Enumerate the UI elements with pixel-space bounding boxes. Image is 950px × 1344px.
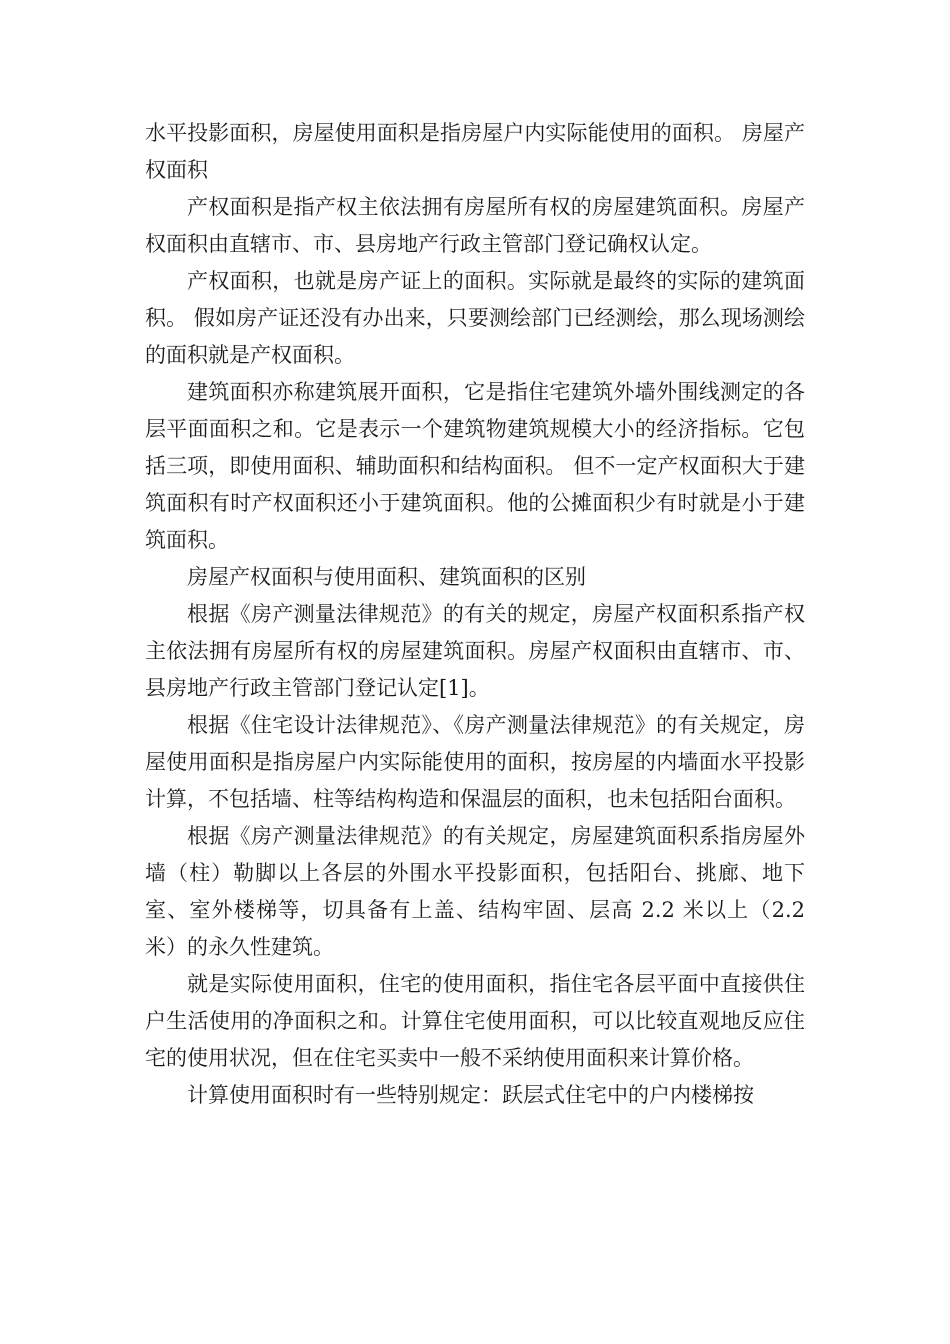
- paragraph: 就是实际使用面积，住宅的使用面积，指住宅各层平面中直接供住户生活使用的净面积之和。计算住宅使用面积，可以比较直观地反应住宅的使用状况，但在住宅买卖中一般不采纳使用面积来计算价格。: [145, 972, 805, 1070]
- paragraph: 计算使用面积时有一些特别规定：跃层式住宅中的户内楼梯按: [187, 1083, 754, 1107]
- paragraph: 产权面积是指产权主依法拥有房屋所有权的房屋建筑面积。房屋产权面积由直辖市、市、县房地产行政主管部门登记确权认定。: [145, 195, 805, 256]
- paragraph: 根据《房产测量法律规范》的有关规定，房屋建筑面积系指房屋外墙（柱）勒脚以上各层的外围水平投影面积，包括阳台、挑廊、地下室、室外楼梯等，切具备有上盖、结构牢固、层高 2.2 米以上（2.2 米）的永久性建筑。: [145, 824, 805, 959]
- paragraph: 产权面积，也就是房产证上的面积。实际就是最终的实际的建筑面积。 假如房产证还没有办出来，只要测绘部门已经测绘，那么现场测绘的面积就是产权面积。: [145, 269, 805, 367]
- paragraph: 根据《房产测量法律规范》的有关的规定，房屋产权面积系指产权主依法拥有房屋所有权的房屋建筑面积。房屋产权面积由直辖市、市、县房地产行政主管部门登记认定[1]。: [145, 602, 805, 700]
- paragraph: 根据《住宅设计法律规范》、《房产测量法律规范》的有关规定，房屋使用面积是指房屋户内实际能使用的面积，按房屋的内墙面水平投影计算，不包括墙、柱等结构构造和保温层的面积，也未包括阳台面积。: [145, 713, 805, 811]
- body-text: [145, 115, 805, 1114]
- section-heading: 房屋产权面积与使用面积、建筑面积的区别: [187, 565, 586, 589]
- paragraph-continuation: 水平投影面积，房屋使用面积是指房屋户内实际能使用的面积。 房屋产权面积: [145, 121, 805, 182]
- paragraph: 建筑面积亦称建筑展开面积，它是指住宅建筑外墙外围线测定的各层平面面积之和。它是表示一个建筑物建筑规模大小的经济指标。它包括三项，即使用面积、辅助面积和结构面积。 但不一定产权面积大于建筑面积有时产权面积还小于建筑面积。他的公摊面积少有时就是小于建筑面积。: [145, 380, 805, 552]
